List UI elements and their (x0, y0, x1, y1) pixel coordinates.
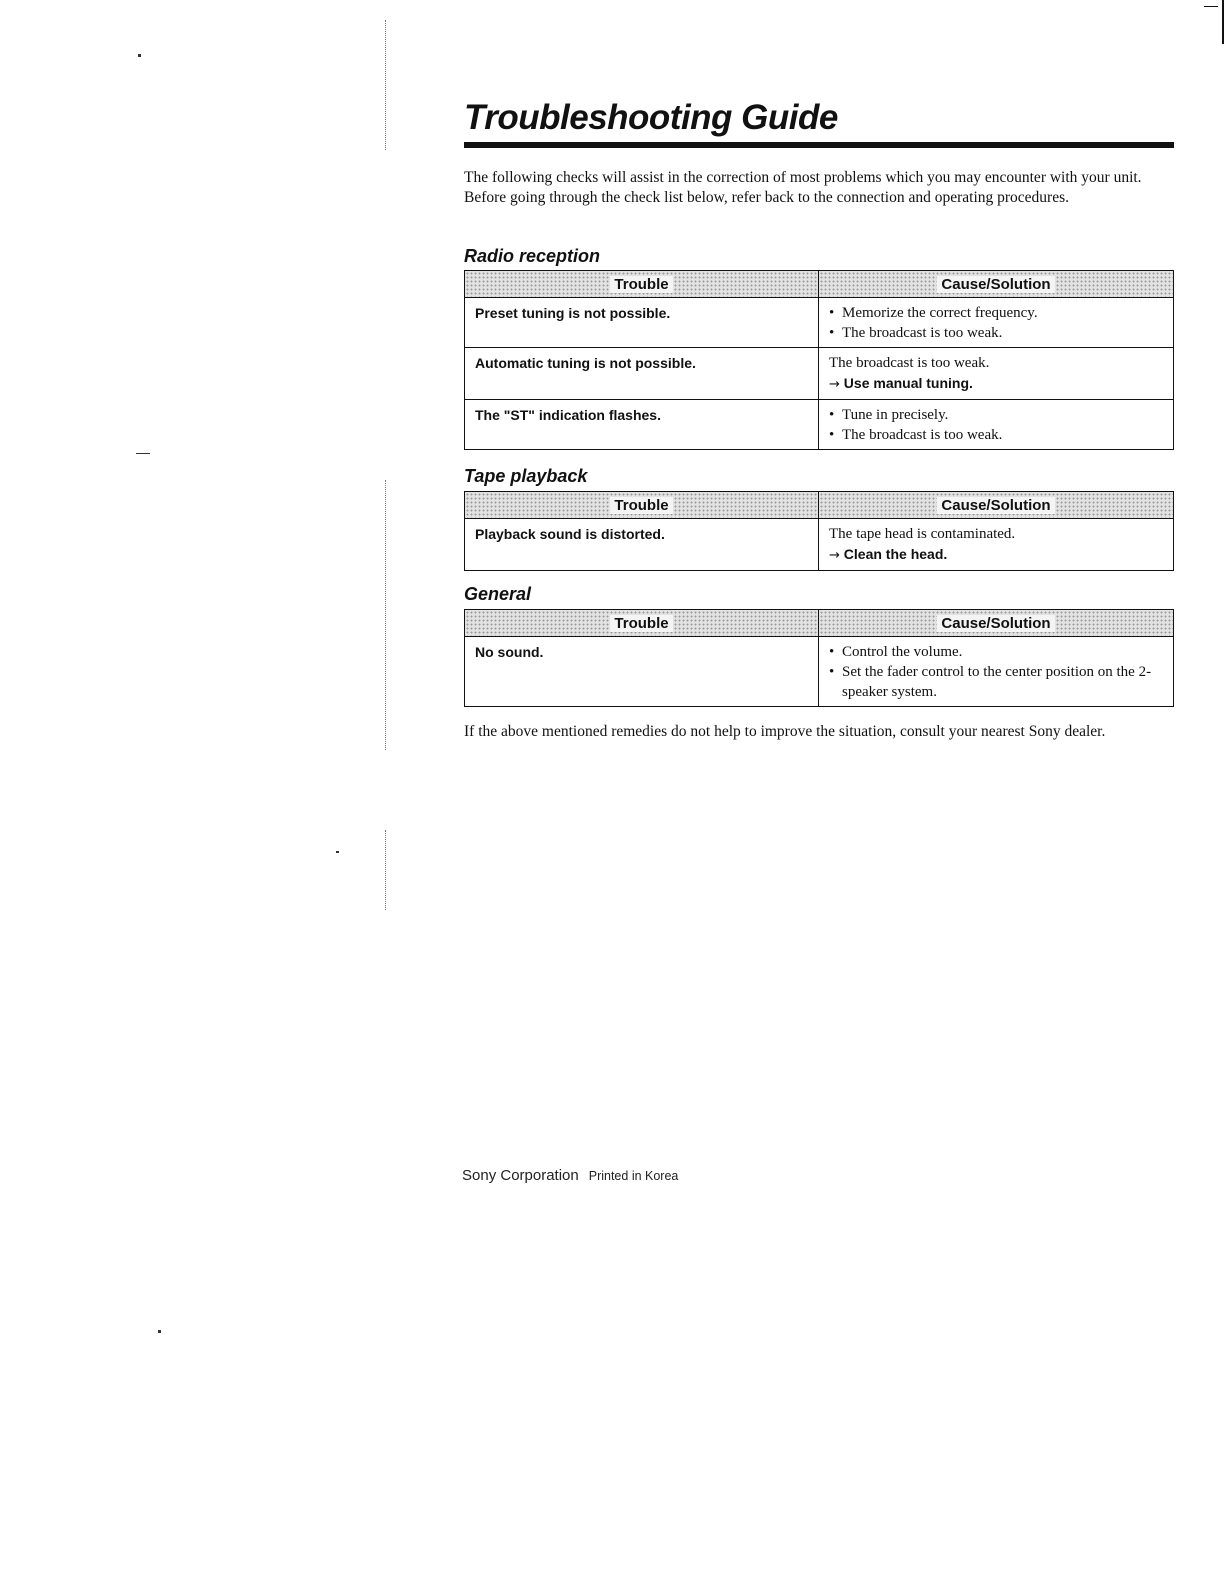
table-row (465, 519, 1174, 571)
scan-speck (158, 1330, 161, 1333)
cause-cell (819, 637, 1174, 707)
tape-playback-table (464, 491, 1174, 571)
scan-speck (138, 54, 141, 57)
table-header-row (465, 271, 1174, 298)
page-title: Troubleshooting Guide (464, 98, 838, 137)
closing-note: If the above mentioned remedies do not help to improve the situation, consult your nearest Sony dealer. (464, 723, 1106, 740)
section-title-radio-reception: Radio reception (464, 246, 601, 266)
intro-line: Before going through the check list below, refer back to the connection and operating procedures. (464, 189, 1069, 206)
cause-bullet: • The broadcast is too weak. (829, 323, 1163, 343)
cause-solution-column-header: Cause/Solution (819, 610, 1174, 637)
cause-solution-column-header: Cause/Solution (819, 271, 1174, 298)
intro-text (464, 168, 1176, 208)
cause-solution-column-header: Cause/Solution (819, 492, 1174, 519)
table-header-row (465, 492, 1174, 519)
solution-text: → Clean the head. (829, 546, 948, 563)
arrow-icon: → (829, 377, 840, 392)
trouble-column-header: Trouble (465, 492, 819, 519)
table-row (465, 637, 1174, 707)
binder-hole-line (385, 830, 386, 910)
trouble-cell: Playback sound is distorted. (465, 519, 819, 571)
cause-bullet: • Set the fader control to the center position on the 2-speaker system. (829, 662, 1163, 702)
table-row (465, 298, 1174, 348)
cause-cell (819, 348, 1174, 400)
footer-company: Sony Corporation (462, 1167, 579, 1184)
trouble-cell: Preset tuning is not possible. (465, 298, 819, 348)
table-header-row (465, 610, 1174, 637)
cause-cell (819, 519, 1174, 571)
binder-hole-line (385, 20, 386, 150)
cause-bullet: • The broadcast is too weak. (829, 425, 1163, 445)
binder-hole-line (385, 480, 386, 750)
trouble-cell: No sound. (465, 637, 819, 707)
solution-text: → Use manual tuning. (829, 375, 973, 392)
cause-bullet: • Control the volume. (829, 642, 1163, 662)
cause-bullet: • Memorize the correct frequency. (829, 303, 1163, 323)
footer-printed-in: Printed in Korea (588, 1169, 679, 1183)
title-rule (464, 142, 1174, 148)
general-table (464, 609, 1174, 707)
cause-text: The broadcast is too weak. (829, 355, 990, 371)
scan-edge-mark (1222, 0, 1224, 44)
trouble-column-header: Trouble (465, 271, 819, 298)
trouble-column-header: Trouble (465, 610, 819, 637)
footer (462, 1167, 678, 1185)
cause-cell (819, 400, 1174, 450)
arrow-icon: → (829, 548, 840, 563)
scan-speck (336, 851, 339, 853)
table-row (465, 348, 1174, 400)
scan-speck (136, 453, 150, 454)
cause-text: The tape head is contaminated. (829, 526, 1016, 542)
section-title-tape-playback: Tape playback (464, 466, 588, 486)
section-title-general: General (464, 584, 532, 604)
trouble-cell: The "ST" indication flashes. (465, 400, 819, 450)
scan-edge-mark (1204, 6, 1218, 7)
cause-bullet: • Tune in precisely. (829, 405, 1163, 425)
trouble-cell: Automatic tuning is not possible. (465, 348, 819, 400)
cause-cell (819, 298, 1174, 348)
radio-reception-table (464, 270, 1174, 450)
intro-line: The following checks will assist in the correction of most problems which you may encounter with your unit. (464, 169, 1142, 186)
table-row (465, 400, 1174, 450)
